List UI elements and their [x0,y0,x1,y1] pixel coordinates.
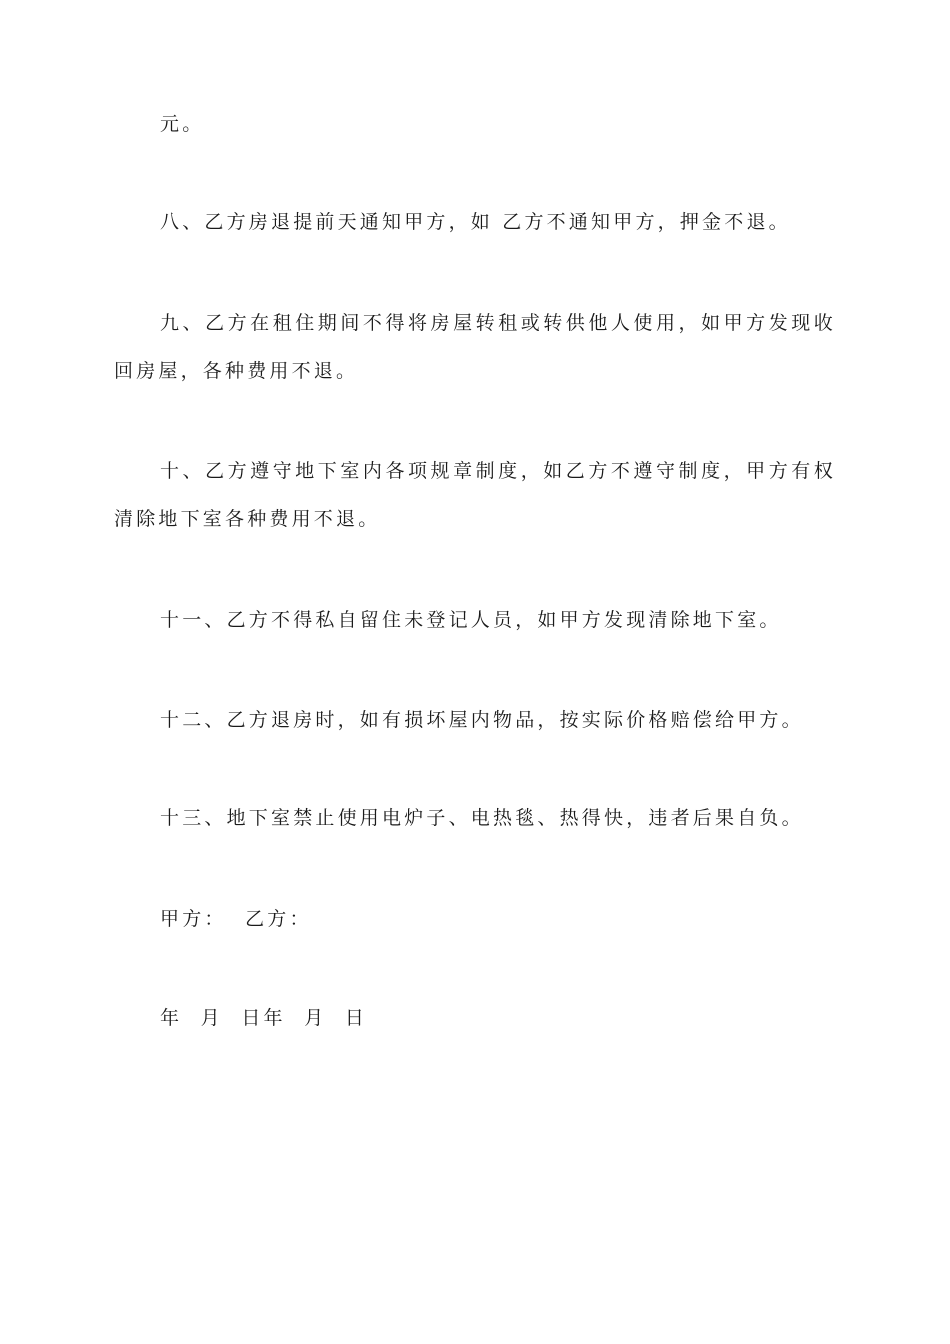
signature-dates: 年 月 日年 月 日 [160,1007,368,1029]
clause-11: 十一、乙方不得私自留住未登记人员，如甲方发现清除地下室。 [160,609,782,631]
clause-13: 十三、地下室禁止使用电炉子、电热毯、热得快，违者后果自负。 [160,807,804,829]
clause-12: 十二、乙方退房时，如有损坏屋内物品，按实际价格赔偿给甲方。 [160,709,804,731]
clause-9-line-1: 九、乙方在租住期间不得将房屋转租或转供他人使用，如甲方发现收 [160,312,836,334]
signature-parties: 甲方： 乙方： [160,908,312,930]
clause-10-line-2: 清除地下室各种费用不退。 [114,508,381,530]
clause-8: 八、乙方房退提前天通知甲方，如 乙方不通知甲方，押金不退。 [160,211,791,233]
clause-9-line-2: 回房屋，各种费用不退。 [114,360,359,382]
text-line-amount-end: 元。 [160,113,205,135]
clause-10-line-1: 十、乙方遵守地下室内各项规章制度，如乙方不遵守制度，甲方有权 [160,460,836,482]
